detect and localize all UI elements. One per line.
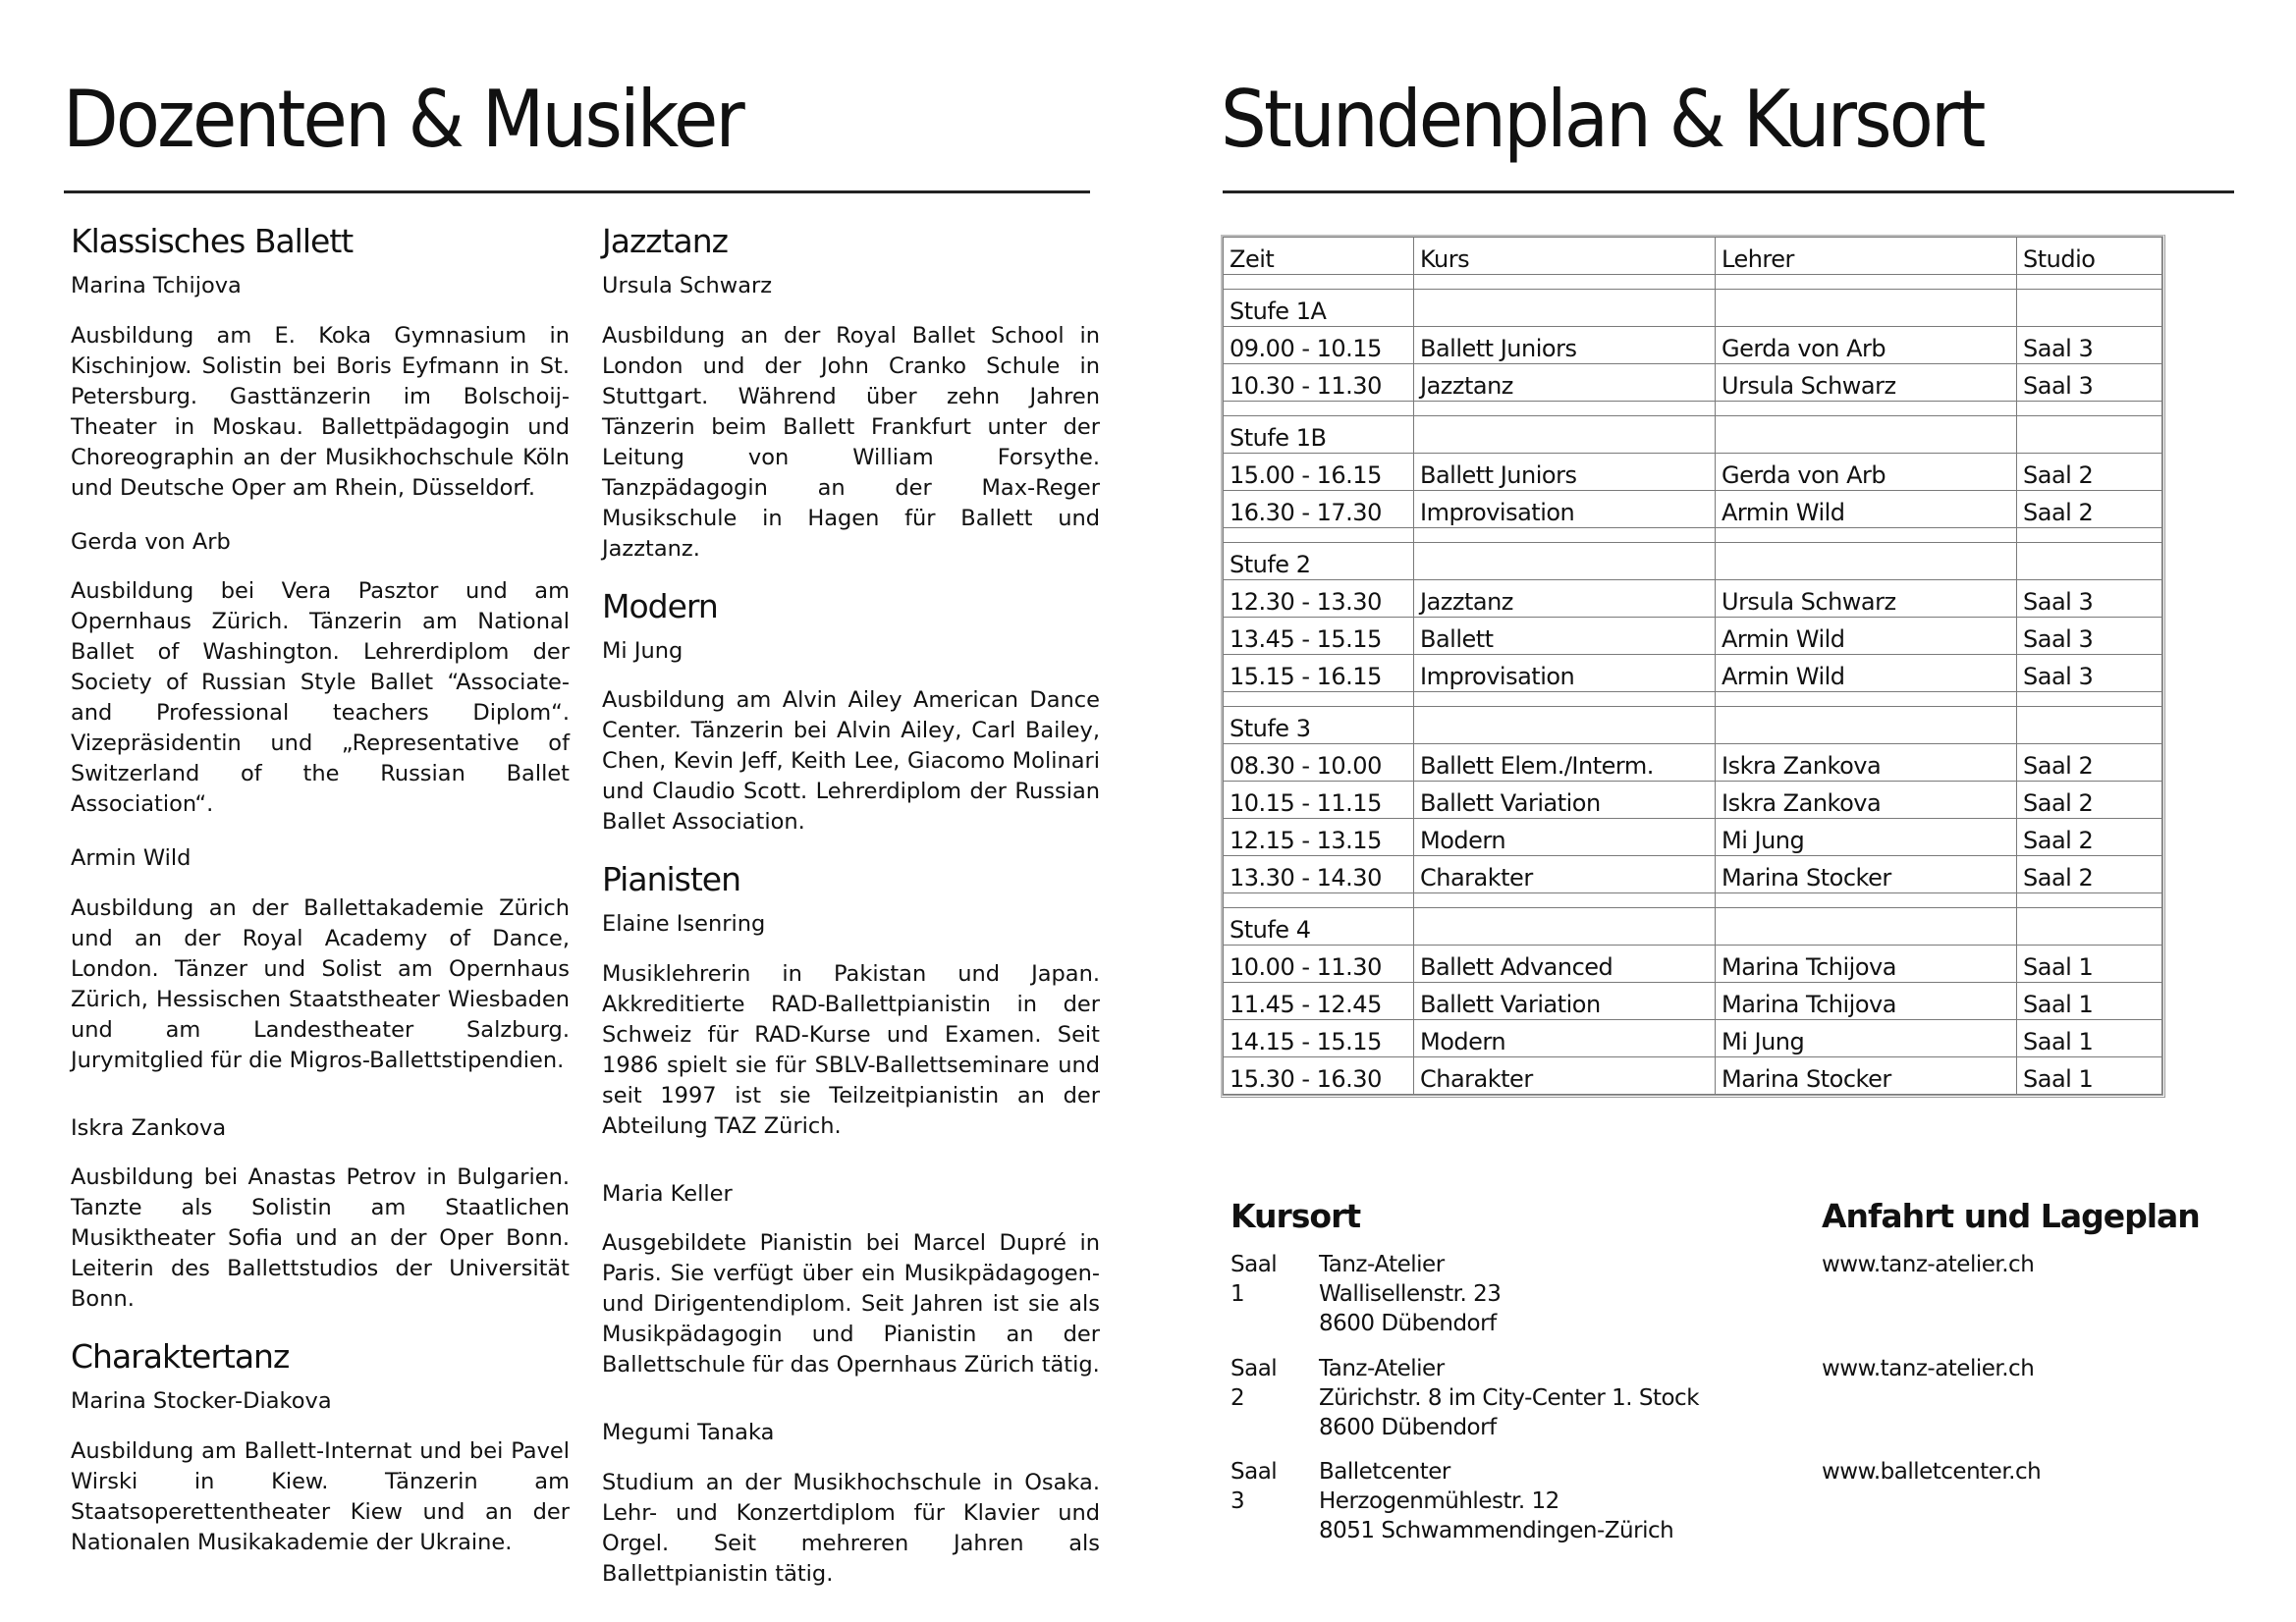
- pianist-bio: Ausgebildete Pianistin bei Marcel Dupré in Paris. Sie verfügt über ein Musikpädagogen- und Dirigentendiplom. Seit Jahren ist sie als Musikpädagogin und Pianistin an der Ballettschule für das Opernhaus Zürich tätig.: [602, 1230, 1100, 1378]
- schedule-cell: Ballett Variation: [1414, 782, 1716, 819]
- schedule-row: [1224, 856, 2162, 893]
- schedule-row: [1224, 946, 2162, 983]
- schedule-cell: [2017, 908, 2162, 946]
- location-city: 8051 Schwammendingen-Zürich: [1319, 1518, 1674, 1543]
- schedule-cell: Charakter: [1414, 1057, 1716, 1095]
- location-street: Zürichstr. 8 im City-Center 1. Stock: [1319, 1385, 1700, 1411]
- kursort-heading: Kursort: [1230, 1197, 1361, 1235]
- section-heading: Jazztanz: [602, 222, 728, 260]
- schedule-cell: [2017, 692, 2162, 707]
- pianist-name: Megumi Tanaka: [602, 1420, 775, 1445]
- schedule-cell: Marina Stocker: [1716, 856, 2017, 893]
- schedule-cell: Saal 3: [2017, 655, 2162, 692]
- pianist-name: Elaine Isenring: [602, 911, 766, 937]
- schedule-spacer-row: [1224, 402, 2162, 416]
- schedule-cell: Modern: [1414, 1020, 1716, 1057]
- schedule-cell: 12.15 - 13.15: [1224, 819, 1414, 856]
- schedule-cell: [2017, 290, 2162, 327]
- schedule-cell: Ballett Variation: [1414, 983, 1716, 1020]
- schedule-cell: Stufe 3: [1224, 707, 1414, 744]
- schedule-cell: Saal 1: [2017, 1020, 2162, 1057]
- schedule-cell: 10.15 - 11.15: [1224, 782, 1414, 819]
- schedule-row: [1224, 580, 2162, 618]
- schedule-cell: Saal 1: [2017, 983, 2162, 1020]
- schedule-row: [1224, 618, 2162, 655]
- schedule-cell: [2017, 528, 2162, 543]
- schedule-spacer-row: [1224, 692, 2162, 707]
- schedule-cell: Gerda von Arb: [1716, 327, 2017, 364]
- schedule-cell: Saal 2: [2017, 491, 2162, 528]
- schedule-row: [1224, 1057, 2162, 1095]
- schedule-cell: Charakter: [1414, 856, 1716, 893]
- schedule-cell: [2017, 893, 2162, 908]
- schedule-group-row: [1224, 290, 2162, 327]
- schedule-cell: [1716, 416, 2017, 454]
- schedule-cell: [1414, 692, 1716, 707]
- schedule-cell: 11.45 - 12.45: [1224, 983, 1414, 1020]
- schedule-cell: [1716, 402, 2017, 416]
- schedule-cell: Armin Wild: [1716, 618, 2017, 655]
- location-city: 8600 Dübendorf: [1319, 1311, 1497, 1336]
- schedule-row: [1224, 782, 2162, 819]
- schedule-spacer-row: [1224, 275, 2162, 290]
- header-cell: Studio: [2017, 238, 2162, 275]
- schedule-group-row: [1224, 416, 2162, 454]
- schedule-cell: Marina Tchijova: [1716, 983, 2017, 1020]
- location-url-link[interactable]: www.balletcenter.ch: [1822, 1459, 2042, 1485]
- schedule-cell: [2017, 707, 2162, 744]
- schedule-table: [1221, 235, 2165, 1098]
- schedule-cell: Saal 1: [2017, 946, 2162, 983]
- teacher-name: Marina Tchijova: [71, 273, 242, 298]
- schedule-cell: Stufe 1A: [1224, 290, 1414, 327]
- schedule-header-row: [1224, 238, 2162, 275]
- teacher-bio: Ausbildung an der Ballettakademie Zürich und an der Royal Academy of Dance, London. Tänzer und Solist am Opernhaus Zürich, Hessischen Staatstheater Wiesbaden und am Landestheater Salzburg. Jurymitglied für die Migros-Ballettstipendien.: [71, 894, 570, 1073]
- schedule-cell: [1716, 543, 2017, 580]
- schedule-cell: Armin Wild: [1716, 491, 2017, 528]
- saal-label: Saal 3: [1230, 1459, 1278, 1514]
- schedule-cell: Saal 3: [2017, 580, 2162, 618]
- schedule-cell: Improvisation: [1414, 655, 1716, 692]
- teacher-name: Marina Stocker-Diakova: [71, 1388, 332, 1414]
- teacher-name: Ursula Schwarz: [602, 273, 773, 298]
- schedule-cell: 10.00 - 11.30: [1224, 946, 1414, 983]
- schedule-cell: Saal 2: [2017, 819, 2162, 856]
- schedule-cell: [1414, 290, 1716, 327]
- schedule-group-row: [1224, 707, 2162, 744]
- schedule-cell: Ballett Elem./Interm.: [1414, 744, 1716, 782]
- schedule-cell: 13.45 - 15.15: [1224, 618, 1414, 655]
- saal-label: Saal 1: [1230, 1252, 1278, 1307]
- schedule-cell: Jazztanz: [1414, 364, 1716, 402]
- teacher-bio: Ausbildung am E. Koka Gymnasium in Kischinjow. Solistin bei Boris Eyfmann in St. Petersburg. Gasttänzerin im Bolschoij-Theater in Moskau. Ballettpädagogin und Choreographin an der Musikhochschule Köln und Deutsche Oper am Rhein, Düsseldorf.: [71, 322, 570, 501]
- schedule-cell: Marina Stocker: [1716, 1057, 2017, 1095]
- schedule-cell: [1414, 416, 1716, 454]
- schedule-cell: [1716, 528, 2017, 543]
- schedule-cell: [2017, 543, 2162, 580]
- schedule-cell: Mi Jung: [1716, 819, 2017, 856]
- schedule-cell: 13.30 - 14.30: [1224, 856, 1414, 893]
- schedule-cell: 10.30 - 11.30: [1224, 364, 1414, 402]
- schedule-cell: 15.30 - 16.30: [1224, 1057, 1414, 1095]
- schedule-row: [1224, 983, 2162, 1020]
- dozenten-column-2: [602, 222, 1100, 1590]
- schedule-cell: [1224, 893, 1414, 908]
- schedule-cell: [1224, 275, 1414, 290]
- schedule-cell: Jazztanz: [1414, 580, 1716, 618]
- schedule-row: [1224, 1020, 2162, 1057]
- schedule-row: [1224, 819, 2162, 856]
- teacher-bio: Ausbildung an der Royal Ballet School in London und der John Cranko Schule in Stuttgart. Während über zehn Jahren Tänzerin beim Ballett Frankfurt unter der Leitung von William Forsythe. Tanzpädagogin an der Max-Reger Musikschule in Hagen für Ballett und Jazztanz.: [602, 322, 1100, 562]
- schedule-cell: Iskra Zankova: [1716, 782, 2017, 819]
- dozenten-column-1: [71, 222, 570, 1558]
- teacher-name: Mi Jung: [602, 637, 683, 664]
- header-cell: Lehrer: [1716, 238, 2017, 275]
- schedule-cell: 08.30 - 10.00: [1224, 744, 1414, 782]
- schedule-cell: Stufe 1B: [1224, 416, 1414, 454]
- schedule-cell: [1716, 908, 2017, 946]
- location-name: Tanz-Atelier: [1319, 1356, 1445, 1381]
- header-cell: Kurs: [1414, 238, 1716, 275]
- schedule-cell: Saal 3: [2017, 364, 2162, 402]
- schedule-cell: Mi Jung: [1716, 1020, 2017, 1057]
- pianist-name: Maria Keller: [602, 1180, 733, 1207]
- schedule-cell: Ursula Schwarz: [1716, 364, 2017, 402]
- schedule-row: [1224, 364, 2162, 402]
- page-title-dozenten: Dozenten & Musiker: [63, 74, 743, 165]
- schedule-cell: Stufe 4: [1224, 908, 1414, 946]
- schedule-group-row: [1224, 908, 2162, 946]
- schedule-cell: Marina Tchijova: [1716, 946, 2017, 983]
- schedule-cell: [1716, 893, 2017, 908]
- schedule-cell: [1414, 908, 1716, 946]
- title-rule-right: [1223, 190, 2234, 193]
- schedule-spacer-row: [1224, 528, 2162, 543]
- schedule-cell: [1224, 402, 1414, 416]
- schedule-cell: 09.00 - 10.15: [1224, 327, 1414, 364]
- location-street: Herzogenmühlestr. 12: [1319, 1488, 1559, 1514]
- schedule-cell: Armin Wild: [1716, 655, 2017, 692]
- teacher-name: Iskra Zankova: [71, 1114, 227, 1141]
- location-city: 8600 Dübendorf: [1319, 1415, 1497, 1440]
- schedule-cell: [1414, 402, 1716, 416]
- schedule-cell: Saal 3: [2017, 618, 2162, 655]
- schedule-row: [1224, 655, 2162, 692]
- schedule-cell: Ursula Schwarz: [1716, 580, 2017, 618]
- schedule-cell: Saal 1: [2017, 1057, 2162, 1095]
- location-url-link[interactable]: www.tanz-atelier.ch: [1822, 1252, 2035, 1277]
- schedule-cell: [1224, 528, 1414, 543]
- schedule-cell: [1716, 290, 2017, 327]
- schedule-cell: Saal 3: [2017, 327, 2162, 364]
- schedule-cell: Saal 2: [2017, 782, 2162, 819]
- schedule-cell: Saal 2: [2017, 744, 2162, 782]
- schedule-cell: [1716, 707, 2017, 744]
- section-heading: Charaktertanz: [71, 1337, 290, 1376]
- schedule-row: [1224, 454, 2162, 491]
- schedule-row: [1224, 744, 2162, 782]
- schedule-cell: 15.00 - 16.15: [1224, 454, 1414, 491]
- teacher-name: Armin Wild: [71, 845, 191, 871]
- schedule-cell: [1414, 528, 1716, 543]
- teacher-bio: Ausbildung am Ballett-Internat und bei Pavel Wirski in Kiew. Tänzerin am Staatsoperettentheater Kiew und an der Nationalen Musikakademie der Ukraine.: [71, 1437, 570, 1555]
- location-url-link[interactable]: www.tanz-atelier.ch: [1822, 1356, 2035, 1381]
- schedule-cell: [1414, 707, 1716, 744]
- schedule-cell: Ballett Juniors: [1414, 454, 1716, 491]
- schedule-spacer-row: [1224, 893, 2162, 908]
- schedule-cell: Ballett: [1414, 618, 1716, 655]
- schedule-cell: [2017, 416, 2162, 454]
- saal-label: Saal 2: [1230, 1356, 1278, 1411]
- schedule-cell: Improvisation: [1414, 491, 1716, 528]
- teacher-bio: Ausbildung bei Vera Pasztor und am Opernhaus Zürich. Tänzerin am National Ballet of Washington. Lehrerdiplom der Society of Russian Style Ballet “Associate- and Professional teachers Diplom“. Vizepräsidentin und „Representative of Switzerland of the Russian Ballet Association“.: [71, 578, 570, 817]
- anfahrt-heading: Anfahrt und Lageplan: [1822, 1197, 2200, 1235]
- schedule-cell: 16.30 - 17.30: [1224, 491, 1414, 528]
- schedule-cell: 15.15 - 16.15: [1224, 655, 1414, 692]
- page-title-stundenplan: Stundenplan & Kursort: [1221, 74, 1984, 165]
- schedule-cell: 14.15 - 15.15: [1224, 1020, 1414, 1057]
- header-cell: Zeit: [1224, 238, 1414, 275]
- location-name: Tanz-Atelier: [1319, 1252, 1445, 1277]
- title-rule-left: [64, 190, 1090, 193]
- location-name: Balletcenter: [1319, 1459, 1450, 1485]
- schedule-cell: Saal 2: [2017, 454, 2162, 491]
- location-street: Wallisellenstr. 23: [1319, 1281, 1502, 1307]
- teacher-bio: Ausbildung am Alvin Ailey American Dance Center. Tänzerin bei Alvin Ailey, Carl Bailey, Chen, Kevin Jeff, Keith Lee, Giacomo Molinari und Claudio Scott. Lehrerdiplom der Russian Ballet Association.: [602, 687, 1100, 835]
- schedule-cell: [1224, 692, 1414, 707]
- schedule-cell: Saal 2: [2017, 856, 2162, 893]
- teacher-bio: Ausbildung bei Anastas Petrov in Bulgarien. Tanzte als Solistin am Staatlichen Musiktheater Sofia und an der Oper Bonn. Leiterin des Ballettstudios der Universität Bonn.: [71, 1164, 570, 1312]
- schedule-cell: Gerda von Arb: [1716, 454, 2017, 491]
- pianist-bio: Studium an der Musikhochschule in Osaka. Lehr- und Konzertdiplom für Klavier und Orgel. Seit mehreren Jahren als Ballettpianistin tätig.: [602, 1469, 1100, 1587]
- schedule-row: [1224, 327, 2162, 364]
- schedule-cell: [1414, 543, 1716, 580]
- schedule-cell: Ballett Juniors: [1414, 327, 1716, 364]
- schedule-cell: [1414, 275, 1716, 290]
- teacher-name: Gerda von Arb: [71, 528, 231, 555]
- schedule-cell: [1716, 692, 2017, 707]
- pianist-bio: Musiklehrerin in Pakistan und Japan. Akkreditierte RAD-Ballettpianistin in der Schweiz für RAD-Kurse und Examen. Seit 1986 spielt sie für SBLV-Ballettseminare und seit 1997 ist sie Teilzeitpianistin an der Abteilung TAZ Zürich.: [602, 960, 1100, 1139]
- schedule-cell: Stufe 2: [1224, 543, 1414, 580]
- schedule-cell: Ballett Advanced: [1414, 946, 1716, 983]
- schedule-cell: [2017, 275, 2162, 290]
- section-heading: Modern: [602, 586, 718, 625]
- schedule-cell: [2017, 402, 2162, 416]
- section-heading: Pianisten: [602, 860, 740, 898]
- schedule-row: [1224, 491, 2162, 528]
- schedule-group-row: [1224, 543, 2162, 580]
- schedule-cell: Modern: [1414, 819, 1716, 856]
- section-heading: Klassisches Ballett: [71, 222, 354, 260]
- schedule-cell: 12.30 - 13.30: [1224, 580, 1414, 618]
- schedule-cell: Iskra Zankova: [1716, 744, 2017, 782]
- schedule-cell: [1716, 275, 2017, 290]
- schedule-cell: [1414, 893, 1716, 908]
